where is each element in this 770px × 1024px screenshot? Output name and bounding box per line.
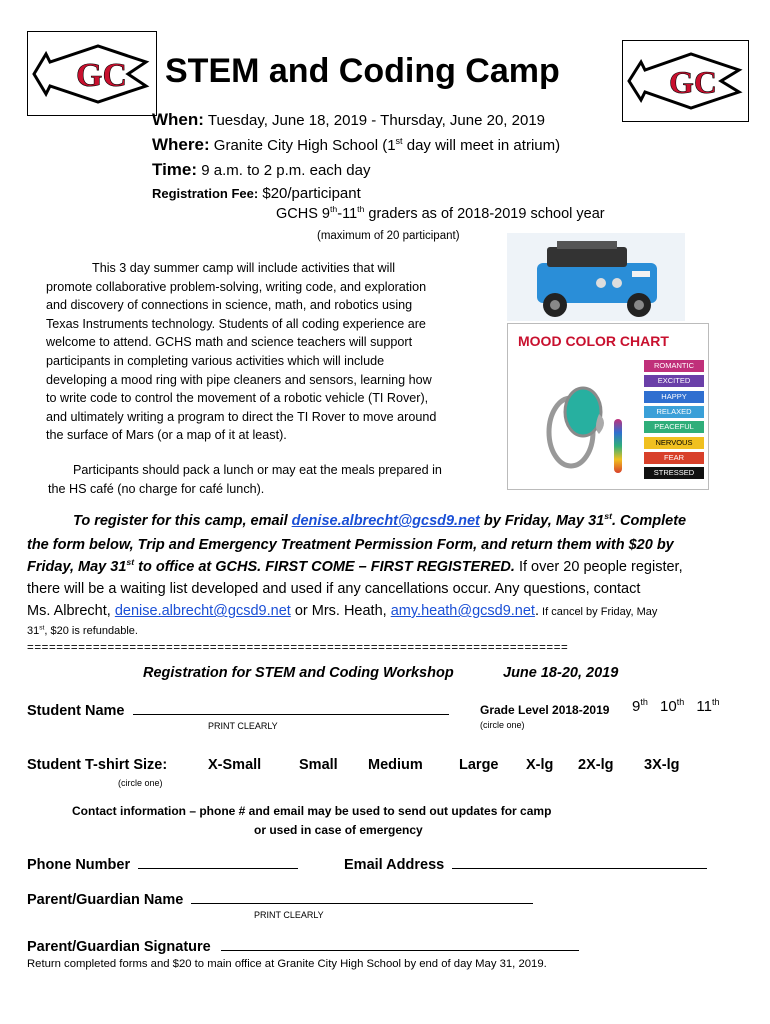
email-row [344, 854, 707, 873]
register-line-3: Friday, May 31st to office at GCHS. FIRST COME – FIRST REGISTERED. If over 20 people register, [27, 557, 683, 575]
description-line: participants in completing various activities which will include [46, 353, 385, 368]
arrowhead-logo-icon [28, 32, 156, 115]
description-line: the surface of Mars (or a map of it at least). [46, 428, 287, 443]
parent-name-field[interactable] [191, 889, 533, 904]
grade-row [480, 703, 609, 717]
ti-rover-image [507, 233, 685, 321]
when-label: When: [152, 110, 204, 129]
phone-row [27, 854, 298, 873]
description-line: to write code to control the movement of a robotic vehicle (TI Rover), [46, 391, 429, 406]
tshirt-label: Student T-shirt Size: [27, 757, 168, 773]
phone-field[interactable] [138, 854, 298, 869]
when-line [152, 110, 545, 130]
mood-stressed: STRESSED [644, 467, 704, 479]
size-xlg[interactable]: X-lg [526, 757, 554, 773]
size-3xlg[interactable]: 3X-lg [644, 757, 680, 773]
register-line-5: Ms. Albrecht, denise.albrecht@gcsd9.net or Mrs. Heath, amy.heath@gcsd9.net. If cancel by Friday, May [27, 603, 658, 619]
description-line: and discovery of connections in science, math, and robotics using [46, 298, 413, 313]
register-line-2: the form below, Trip and Emergency Treatment Permission Form, and return them with $20 by [27, 537, 674, 553]
fee-label: Registration Fee: [152, 186, 259, 201]
mood-nervous: NERVOUS [644, 437, 704, 449]
email-link-albrecht-2[interactable]: denise.albrecht@gcsd9.net [114, 603, 291, 619]
lunch-line: the HS café (no charge for café lunch). [48, 481, 265, 496]
lunch-line: Participants should pack a lunch or may eat the meals prepared in [73, 463, 442, 477]
size-small[interactable]: Small [299, 757, 338, 773]
description-line: and ultimately writing a program to direct the TI Rover to move around [46, 409, 437, 424]
separator: ========================================================================== [27, 642, 569, 654]
logo-text-left: GC [76, 57, 127, 94]
mood-ring-icon [513, 354, 643, 494]
description-line: This 3 day summer camp will include activities that will [92, 261, 396, 275]
description [46, 259, 496, 445]
email-field[interactable] [452, 854, 707, 869]
description-line: welcome to attend. GCHS math and science teachers will support [46, 335, 413, 350]
student-name-row [27, 700, 449, 719]
register-line-6: 31st, $20 is refundable. [27, 624, 138, 637]
size-large[interactable]: Large [459, 757, 499, 773]
register-line-4: there will be a waiting list developed and used if any cancellations occur. Any questions, contact [27, 581, 641, 597]
where-line [152, 135, 560, 155]
parent-signature-row [27, 936, 579, 955]
logo-left [27, 31, 157, 116]
when-value: Tuesday, June 18, 2019 - Thursday, June 20, 2019 [207, 112, 546, 129]
mood-romantic: ROMANTIC [644, 360, 704, 372]
description-line: Texas Instruments technology. Students of all coding experience are [46, 316, 426, 331]
grade-options [632, 698, 720, 715]
email-link-heath[interactable]: amy.heath@gcsd9.net [390, 603, 535, 619]
time-label: Time: [152, 160, 198, 179]
time-value: 9 a.m. to 2 p.m. each day [201, 162, 371, 179]
form-dates: June 18-20, 2019 [503, 665, 619, 681]
fee-value: $20/participant [262, 185, 361, 202]
mood-happy: HAPPY [644, 391, 704, 403]
parent-name-label: Parent/Guardian Name [27, 892, 184, 908]
student-name-field[interactable] [133, 700, 449, 715]
mood-peaceful: PEACEFUL [644, 421, 704, 433]
arrowhead-logo-icon [623, 41, 748, 121]
return-note: Return completed forms and $20 to main office at Granite City High School by end of day May 31, 2019. [27, 958, 547, 970]
page-title: STEM and Coding Camp [165, 52, 560, 90]
size-xsmall[interactable]: X-Small [208, 757, 262, 773]
logo-right [622, 40, 749, 122]
grade-9[interactable]: 9th [632, 697, 648, 715]
print-clearly-note: PRINT CLEARLY [208, 721, 278, 731]
mood-excited: EXCITED [644, 375, 704, 387]
form-heading [143, 665, 454, 681]
mood-chart-title: MOOD COLOR CHART [518, 333, 669, 349]
time-line [152, 160, 370, 180]
where-value: Granite City High School (1st day will meet in atrium) [213, 136, 561, 154]
rover-icon [507, 233, 685, 321]
parent-signature-label: Parent/Guardian Signature [27, 939, 211, 955]
email-label: Email Address [344, 857, 445, 873]
size-2xlg[interactable]: 2X-lg [578, 757, 614, 773]
contact-info-line-2: or used in case of emergency [254, 823, 423, 837]
register-line-1: To register for this camp, email denise.albrecht@gcsd9.net by Friday, May 31st. Complete [73, 511, 687, 529]
grade-11[interactable]: 11th [696, 697, 720, 715]
grades-line: GCHS 9th-11th graders as of 2018-2019 school year [276, 204, 605, 222]
student-name-label: Student Name [27, 703, 125, 719]
lunch-note [46, 461, 496, 498]
mood-relaxed: RELAXED [644, 406, 704, 418]
grade-10[interactable]: 10th [660, 697, 685, 715]
logo-text-right: GC [669, 64, 717, 100]
where-label: Where: [152, 135, 210, 154]
fee-line [152, 185, 361, 202]
maximum-note: (maximum of 20 participant) [317, 230, 460, 242]
parent-print-clearly-note: PRINT CLEARLY [254, 910, 324, 920]
form-title: Registration for STEM and Coding Workshop [143, 665, 454, 681]
size-medium[interactable]: Medium [368, 757, 423, 773]
thermometer-icon [614, 419, 622, 473]
grade-label: Grade Level 2018-2019 [480, 703, 610, 717]
grade-circle-note: (circle one) [480, 720, 525, 730]
phone-label: Phone Number [27, 857, 131, 873]
description-line: developing a mood ring with pipe cleaners and sensors, learning how [46, 372, 432, 387]
parent-signature-field[interactable] [221, 936, 579, 951]
parent-name-row [27, 889, 533, 908]
description-line: promote collaborative problem-solving, writing code, and exploration [46, 279, 427, 294]
email-link-albrecht[interactable]: denise.albrecht@gcsd9.net [291, 513, 480, 529]
mood-color-chart [507, 323, 709, 490]
tshirt-circle-note: (circle one) [118, 778, 163, 788]
mood-fear: FEAR [644, 452, 704, 464]
contact-info-line-1: Contact information – phone # and email may be used to send out updates for camp [72, 804, 552, 818]
